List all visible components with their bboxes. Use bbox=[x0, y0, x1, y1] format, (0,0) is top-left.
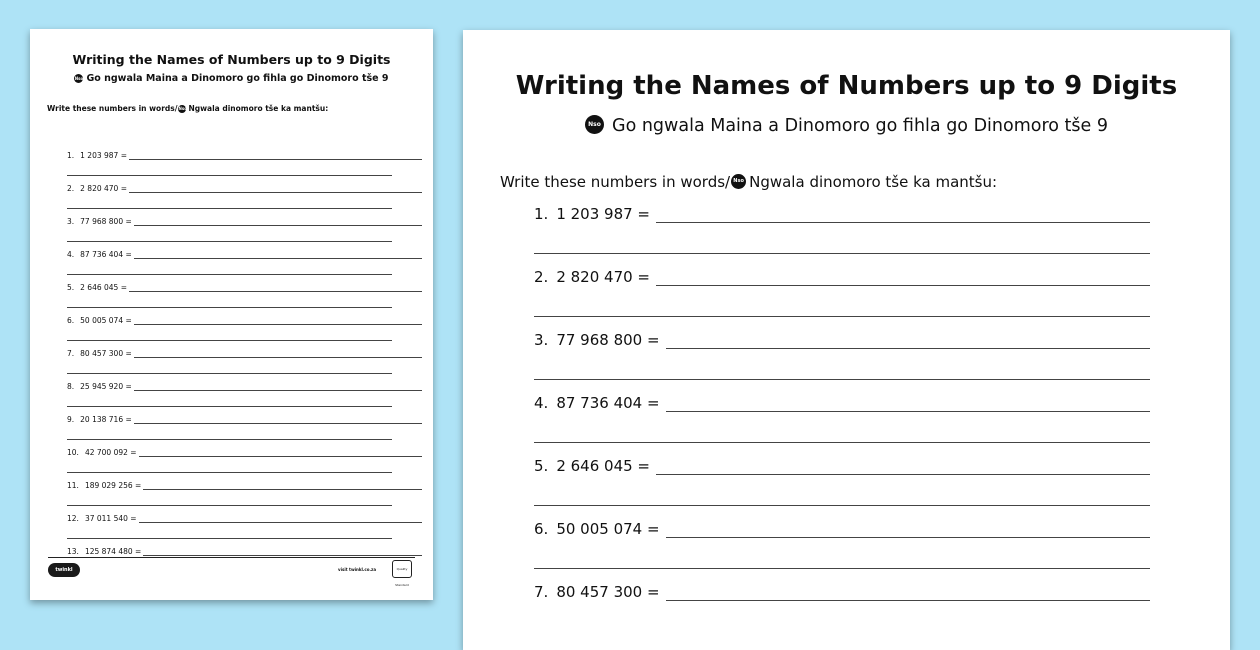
answer-line-2[interactable] bbox=[67, 406, 392, 407]
question-row: 4. 87 736 404 = bbox=[534, 394, 1150, 412]
worksheet-subtitle: Nso Go ngwala Maina a Dinomoro go fihla go Dinomoro tše 9 bbox=[463, 116, 1230, 136]
question-row: 3. 77 968 800 = bbox=[67, 217, 422, 226]
question-row: 6. 50 005 074 = bbox=[534, 520, 1150, 538]
worksheet-subtitle: Nso Go ngwala Maina a Dinomoro go fihla go Dinomoro tše 9 bbox=[74, 73, 389, 84]
answer-line[interactable] bbox=[129, 284, 422, 292]
answer-line-2[interactable] bbox=[67, 208, 392, 209]
answer-line-2[interactable] bbox=[534, 379, 1150, 380]
question-row: 7. 80 457 300 = bbox=[67, 349, 422, 358]
answer-line-2[interactable] bbox=[534, 316, 1150, 317]
answer-line-2[interactable] bbox=[67, 505, 392, 506]
answer-line[interactable] bbox=[656, 271, 1150, 286]
quality-badge-icon: Quality Standard bbox=[392, 560, 412, 578]
answer-line[interactable] bbox=[666, 397, 1150, 412]
answer-line[interactable] bbox=[129, 185, 422, 193]
answer-line-2[interactable] bbox=[67, 340, 392, 341]
worksheet-thumbnail bbox=[30, 29, 433, 600]
worksheet-zoomed bbox=[463, 30, 1230, 650]
answer-line[interactable] bbox=[134, 251, 422, 259]
answer-line[interactable] bbox=[134, 416, 422, 424]
answer-line[interactable] bbox=[134, 317, 422, 325]
question-row: 2. 2 820 470 = bbox=[534, 268, 1150, 286]
answer-line[interactable] bbox=[666, 334, 1150, 349]
question-row: 1. 1 203 987 = bbox=[534, 205, 1150, 223]
language-badge-icon: Nso bbox=[731, 174, 746, 189]
answer-line[interactable] bbox=[666, 523, 1150, 538]
question-row: 9. 20 138 716 = bbox=[67, 415, 422, 424]
question-row: 12. 37 011 540 = bbox=[67, 514, 422, 523]
instructions: Write these numbers in words/ Nso Ngwala dinomoro tše ka mantšu: bbox=[500, 173, 998, 191]
answer-line-2[interactable] bbox=[67, 175, 392, 176]
answer-line[interactable] bbox=[143, 548, 422, 556]
question-row: 6. 50 005 074 = bbox=[67, 316, 422, 325]
answer-line-2[interactable] bbox=[67, 274, 392, 275]
answer-line-2[interactable] bbox=[67, 241, 392, 242]
question-row: 5. 2 646 045 = bbox=[534, 457, 1150, 475]
answer-line-2[interactable] bbox=[534, 253, 1150, 254]
answer-line[interactable] bbox=[666, 586, 1150, 601]
question-row: 8. 25 945 920 = bbox=[67, 382, 422, 391]
answer-line-2[interactable] bbox=[67, 472, 392, 473]
language-badge-icon: Nso bbox=[178, 106, 187, 111]
answer-line[interactable] bbox=[139, 449, 422, 457]
worksheet-title: Writing the Names of Numbers up to 9 Digits bbox=[72, 52, 391, 67]
answer-line[interactable] bbox=[134, 383, 422, 391]
language-badge-icon: Nso bbox=[74, 76, 84, 81]
answer-line-2[interactable] bbox=[534, 505, 1150, 506]
question-row: 4. 87 736 404 = bbox=[67, 250, 422, 259]
instructions: Write these numbers in words/Nso Ngwala dinomoro tše ka mantšu: bbox=[47, 104, 329, 113]
footer-divider bbox=[48, 557, 415, 558]
question-row: 1. 1 203 987 = bbox=[67, 151, 422, 160]
answer-line-2[interactable] bbox=[67, 538, 392, 539]
answer-line-2[interactable] bbox=[67, 439, 392, 440]
question-row: 13. 125 874 480 = bbox=[67, 547, 422, 556]
answer-line-2[interactable] bbox=[534, 568, 1150, 569]
answer-line-2[interactable] bbox=[534, 442, 1150, 443]
answer-line[interactable] bbox=[134, 350, 422, 358]
question-row: 2. 2 820 470 = bbox=[67, 184, 422, 193]
answer-line-2[interactable] bbox=[67, 373, 392, 374]
question-row: 11. 189 029 256 = bbox=[67, 481, 422, 490]
question-row: 7. 80 457 300 = bbox=[534, 583, 1150, 601]
answer-line[interactable] bbox=[656, 460, 1150, 475]
language-badge-icon: Nso bbox=[585, 115, 604, 134]
answer-line[interactable] bbox=[134, 218, 422, 226]
question-row: 5. 2 646 045 = bbox=[67, 283, 422, 292]
answer-line[interactable] bbox=[139, 515, 422, 523]
answer-line[interactable] bbox=[129, 152, 422, 160]
question-row: 10. 42 700 092 = bbox=[67, 448, 422, 457]
twinkl-logo: twinkl bbox=[48, 563, 80, 577]
question-row: 3. 77 968 800 = bbox=[534, 331, 1150, 349]
answer-line[interactable] bbox=[656, 208, 1150, 223]
answer-line-2[interactable] bbox=[67, 307, 392, 308]
worksheet-title: Writing the Names of Numbers up to 9 Digits bbox=[515, 71, 1178, 101]
answer-line[interactable] bbox=[143, 482, 422, 490]
footer-url[interactable]: visit twinkl.co.za bbox=[338, 567, 377, 572]
